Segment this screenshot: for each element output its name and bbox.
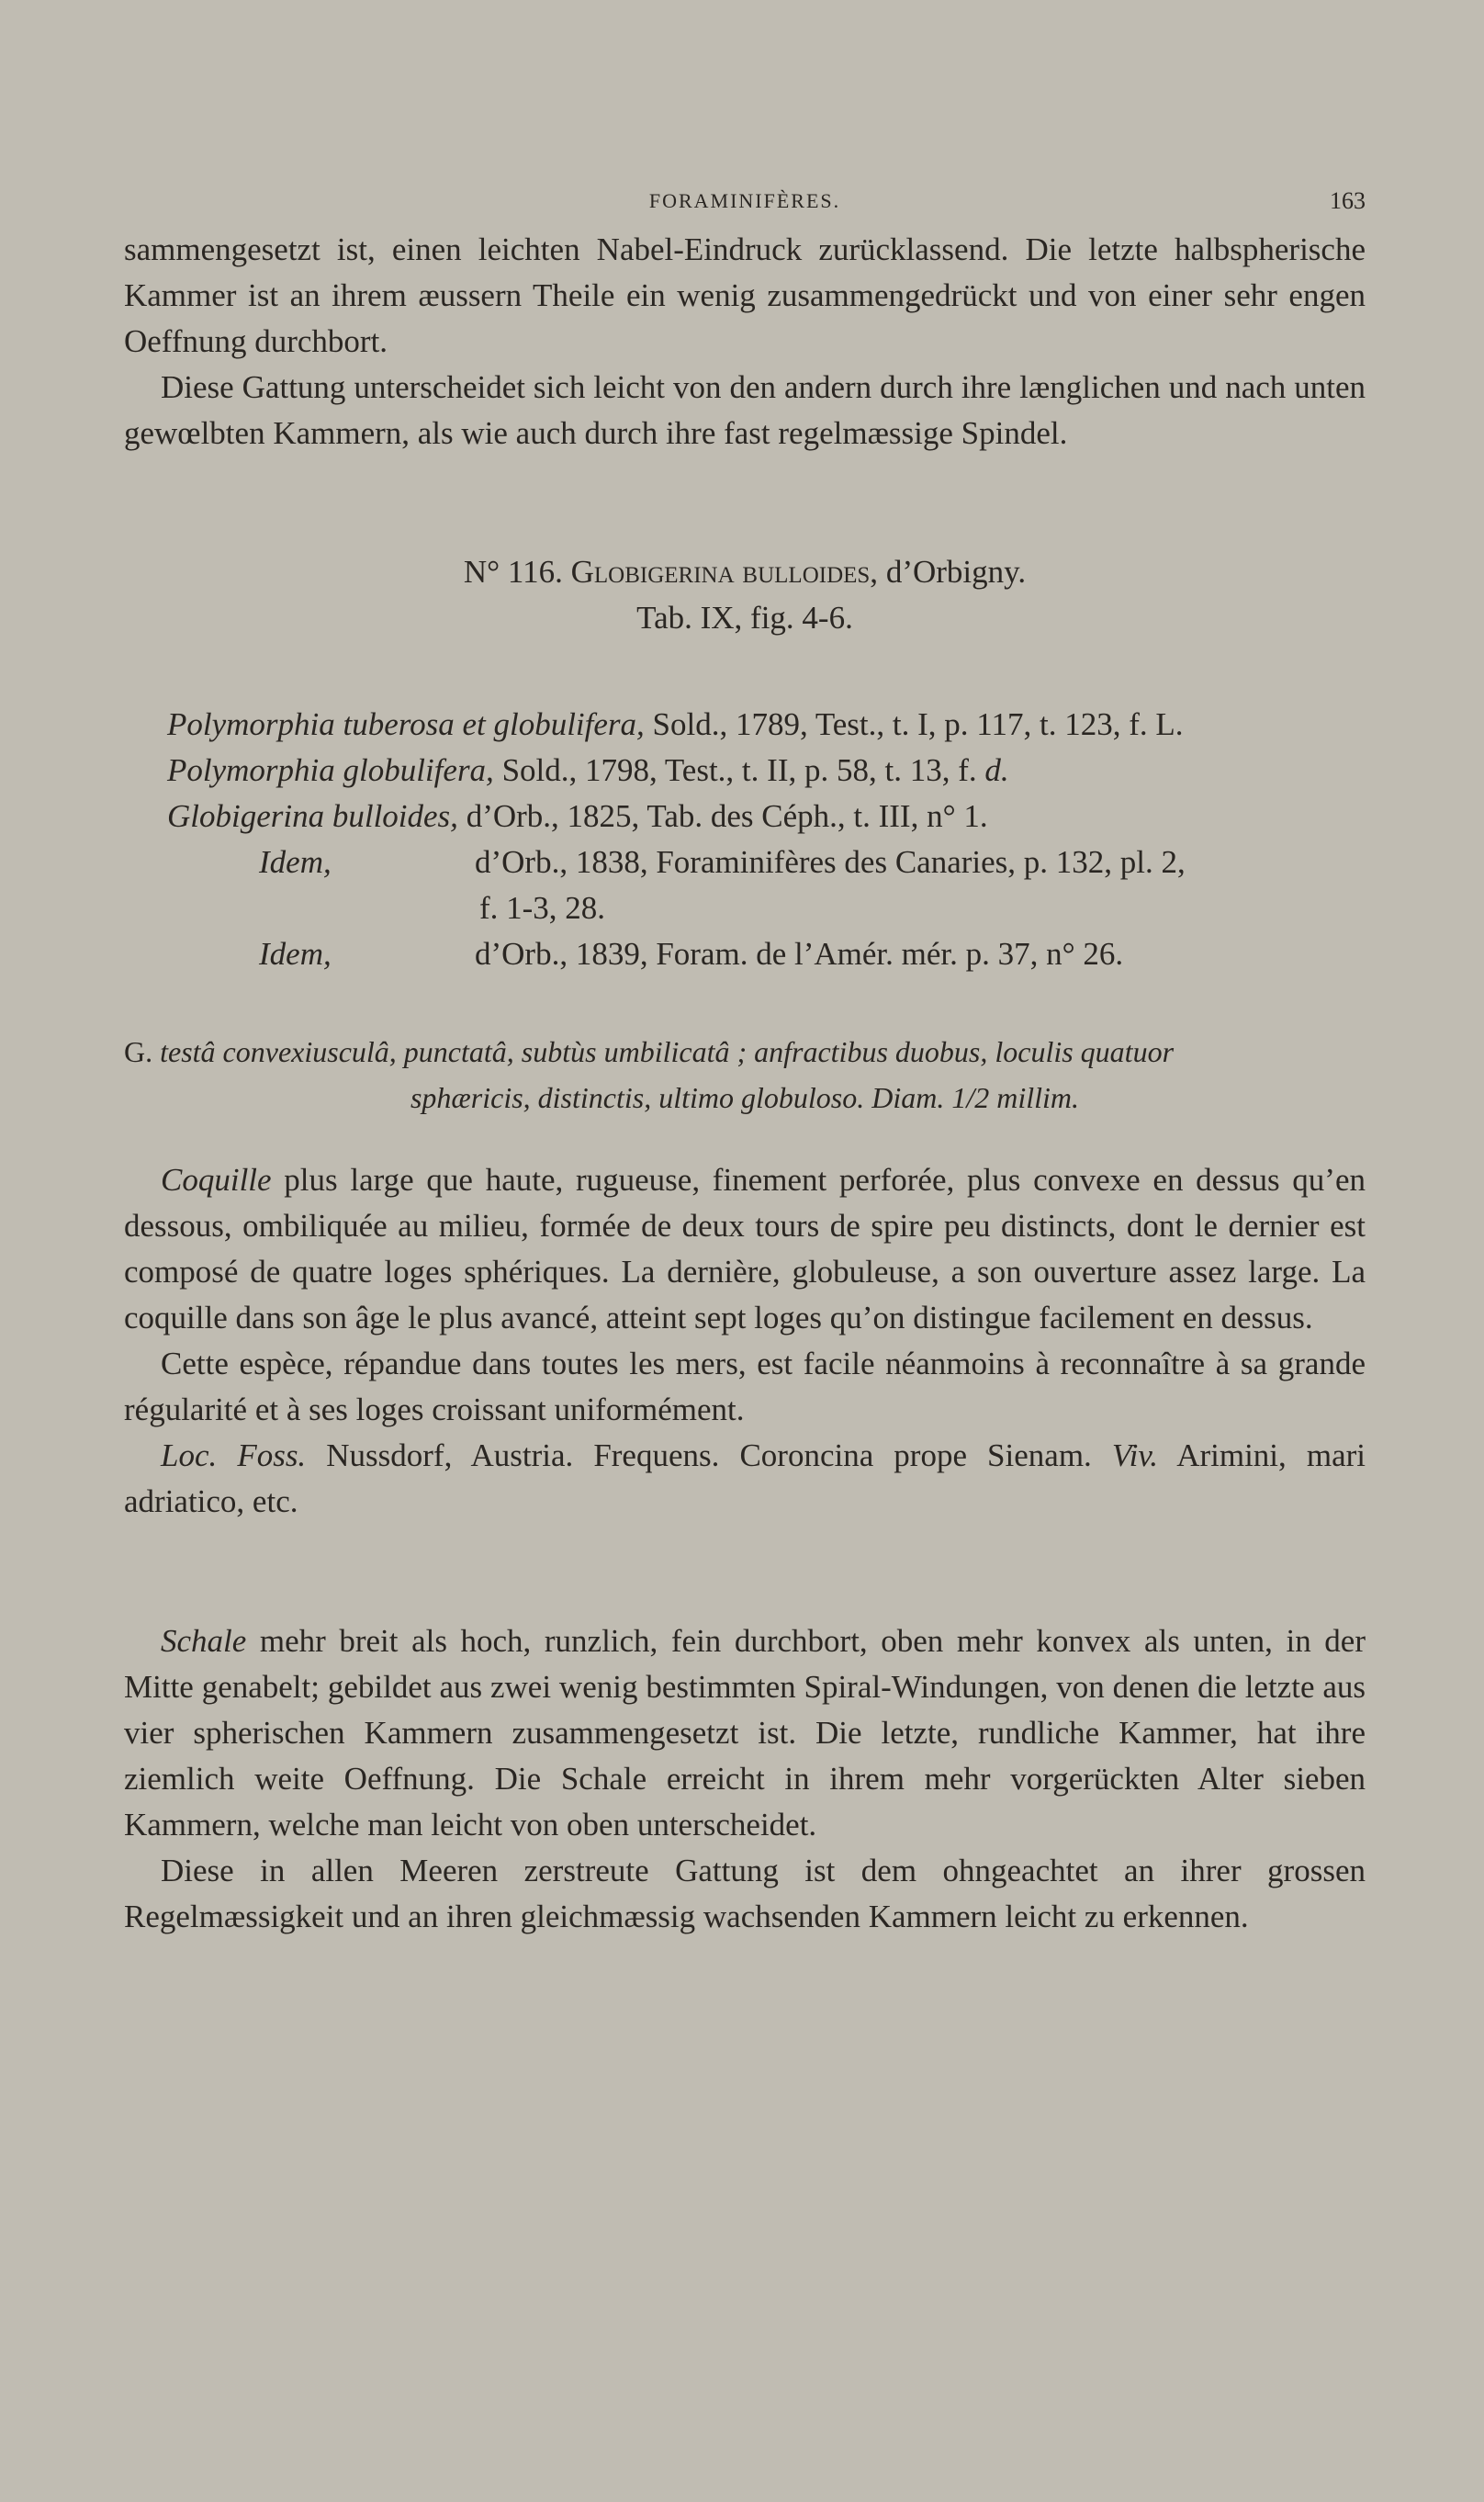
synonymy-entry-continuation xyxy=(167,885,1379,931)
synonym-reference-end: d. xyxy=(984,752,1009,788)
synonym-reference: d’Orb., 1839, Foram. de l’Amér. mér. p. 37, n° 26. xyxy=(475,936,1124,972)
latin-text-1: testâ convexiusculâ, punctatâ, subtùs umbilicatâ ; anfractibus duobus, loculis quatuor xyxy=(160,1035,1175,1068)
latin-diagnosis-line-1 xyxy=(124,1029,1366,1075)
synonym-reference: d’Orb., 1838, Foraminifères des Canaries, p. 132, pl. 2, xyxy=(475,844,1186,880)
french-text: plus large que haute, rugueuse, finement perforée, plus convexe en dessus qu’en dessous, ombiliquée au milieu, formée de deux tours de spire peu distincts, dont le dernier est composé de quatre loges sphériques. La dernière, globuleuse, a son ouverture assez large. La coquille dans son âge le plus avancé, atteint sept loges qu’on distingue facilement en dessus. xyxy=(124,1162,1366,1336)
page-number: 163 xyxy=(1330,187,1366,214)
german-paragraph-2: Diese in allen Meeren zerstreute Gattung ist dem ohngeachtet an ihrer grossen Regelmæssigkeit und an ihren gleichmæssig wachsenden Kammern leicht zu erkennen. xyxy=(124,1853,1366,1934)
synonym-idem: Idem, xyxy=(259,844,332,880)
running-title: FORAMINIFÈRES. xyxy=(648,189,841,212)
french-paragraph-3 xyxy=(124,1433,1366,1525)
synonym-reference: Sold., 1798, Test., t. II, p. 58, t. 13, f. xyxy=(501,752,985,788)
latin-diagnosis xyxy=(124,1029,1366,1121)
synonym-name: Globigerina bulloides, xyxy=(167,798,458,834)
french-paragraph-2: Cette espèce, répandue dans toutes les mers, est facile néanmoins à reconnaître à sa grande régularité et à ses loges croissant uniformément. xyxy=(124,1346,1366,1427)
species-epithet: bulloides, xyxy=(742,554,879,590)
living-label: Viv. xyxy=(1111,1437,1159,1473)
latin-diagnosis-line-2: sphæricis, distinctis, ultimo globuloso. Diam. 1/2 millim. xyxy=(410,1081,1080,1114)
species-author: d’Orbigny. xyxy=(885,554,1027,590)
locality-text: Nussdorf, Austria. Frequens. Coroncina prope Sienam. xyxy=(306,1437,1112,1473)
synonymy-entry xyxy=(167,794,1379,840)
synonymy-entry xyxy=(167,931,1379,977)
french-paragraph-1 xyxy=(124,1157,1366,1341)
synonym-reference: Sold., 1789, Test., t. I, p. 117, t. 123, f. L. xyxy=(652,706,1184,742)
german-continuation-paragraph-2: Diese Gattung unterscheidet sich leicht von den andern durch ihre længlichen und nach unten gewœlbten Kammern, als wie auch durch ihre fast regelmæssige Spindel. xyxy=(124,369,1366,451)
synonym-name: Polymorphia globulifera, xyxy=(167,752,494,788)
synonym-reference: f. 1-3, 28. xyxy=(479,890,606,926)
species-title xyxy=(124,549,1366,595)
german-description xyxy=(124,1618,1366,1940)
synonymy-entry xyxy=(167,840,1379,885)
page-header xyxy=(124,184,1366,220)
synonym-reference: d’Orb., 1825, Tab. des Céph., t. III, n° 1. xyxy=(466,798,988,834)
species-heading xyxy=(124,549,1366,641)
living-text: Arimini, mari adriatico, etc. xyxy=(124,1437,1366,1519)
synonymy-list xyxy=(167,702,1379,977)
locality-label: Loc. Foss. xyxy=(161,1437,307,1473)
french-description xyxy=(124,1157,1366,1525)
species-genus: Globigerina xyxy=(570,554,735,590)
species-number: N° 116. xyxy=(463,554,563,590)
german-text: mehr breit als hoch, runzlich, fein durchbort, oben mehr konvex als unten, in der Mitte genabelt; gebildet aus zwei wenig bestimmten Spiral-Windungen, von denen die letzte aus vier spherischen Kammern zusammengesetzt ist. Die letzte, rundliche Kammer, hat ihre ziemlich weite Oeffnung. Die Schale erreicht in ihrem mehr vorgerückten Alter sieben Kammern, welche man leicht von oben unterscheidet. xyxy=(124,1623,1366,1843)
french-lead-word: Coquille xyxy=(161,1162,272,1198)
plate-reference: Tab. IX, fig. 4-6. xyxy=(636,600,853,636)
synonymy-entry xyxy=(167,702,1379,748)
latin-prefix: G. xyxy=(124,1035,153,1068)
german-continuation-paragraph-1: sammengesetzt ist, einen leichten Nabel-Eindruck zurücklassend. Die letzte halbspherische Kammer ist an ihrem æussern Theile ein wenig zusammengedrückt und von einer sehr engen Oeffnung durchbort. xyxy=(124,231,1366,359)
german-continuation xyxy=(124,227,1366,456)
synonym-name: Polymorphia tuberosa et globulifera, xyxy=(167,706,645,742)
synonym-idem: Idem, xyxy=(259,936,332,972)
german-lead-word: Schale xyxy=(161,1623,247,1659)
synonymy-entry xyxy=(167,748,1379,794)
german-paragraph-1 xyxy=(124,1618,1366,1848)
